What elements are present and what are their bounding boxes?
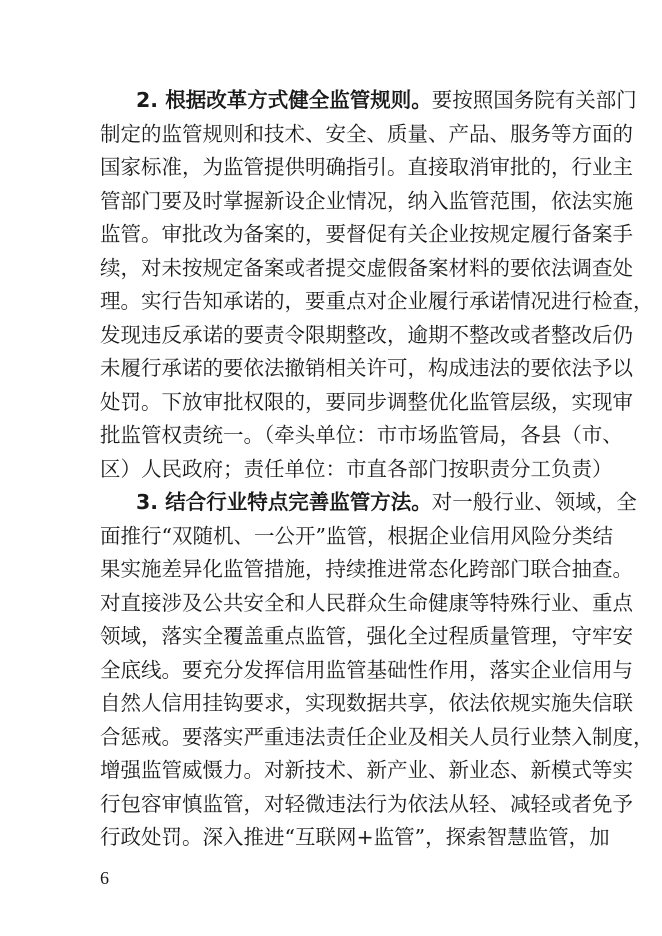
page-number: 6: [100, 868, 109, 888]
line-text: 行政处罚。深入推进“互联网+监管”，探索智慧监管，加: [100, 825, 610, 849]
line-text: 区）人民政府；责任单位：市直各部门按职责分工负责）: [100, 456, 613, 481]
line-text: 国家标准，为监管提供明确指引。直接取消审批的，行业主: [100, 155, 633, 179]
text-line: [100, 820, 610, 854]
text-line: [100, 586, 633, 620]
text-line: [100, 519, 613, 553]
text-line: [100, 251, 633, 285]
line-text: 制定的监管规则和技术、安全、质量、产品、服务等方面的: [100, 121, 633, 146]
text-line: [100, 720, 654, 754]
line-text: 管部门要及时掌握新设企业情况，纳入监管范围，依法实施: [100, 188, 633, 213]
line-text: 果实施差异化监管措施，持续推进常态化跨部门联合抽查。: [100, 557, 633, 581]
text-line: [100, 552, 633, 586]
line-text: 监管。审批改为备案的，要督促有关企业按规定履行备案手: [100, 222, 633, 246]
line-text: 理。实行告知承诺的，要重点对企业履行承诺情况进行检查，: [100, 289, 654, 313]
line-text: 对一般行业、领域，全: [431, 490, 637, 514]
text-line: [100, 418, 623, 452]
line-text: 增强监管威慑力。对新技术、新产业、新业态、新模式等实: [100, 758, 633, 782]
text-line: [100, 385, 633, 419]
text-line: [100, 787, 633, 821]
paragraph-first-line: [136, 83, 637, 117]
paragraph-first-line: [136, 485, 637, 519]
text-line: [100, 452, 613, 486]
line-text: 合惩戒。要落实严重违法责任企业及相关人员行业禁入制度，: [100, 724, 654, 749]
text-line: [100, 150, 633, 184]
line-text: 批监管权责统一。（牵头单位：市市场监管局，各县（市、: [100, 423, 623, 447]
line-text: 对直接涉及公共安全和人民群众生命健康等特殊行业、重点: [100, 590, 633, 615]
text-line: [100, 318, 633, 352]
line-text: 未履行承诺的要依法撤销相关许可，构成违法的要依法予以: [100, 356, 633, 380]
line-text: 领域，落实全覆盖重点监管，强化全过程质量管理，守牢安: [100, 624, 633, 648]
line-text: 面推行“双随机、一公开”监管，根据企业信用风险分类结: [100, 523, 613, 548]
text-line: [100, 217, 633, 251]
section-heading: 3. 结合行业特点完善监管方法。: [136, 490, 432, 514]
text-line: [100, 686, 633, 720]
text-line: [100, 619, 633, 653]
text-line: [100, 351, 633, 385]
text-line: [100, 284, 654, 318]
line-text: 处罚。下放审批权限的，要同步调整优化监管层级，实现审: [100, 389, 633, 414]
line-text: 自然人信用挂钩要求，实现数据共享，依法依规实施失信联: [100, 691, 633, 715]
text-line: [100, 753, 633, 787]
line-text: 行包容审慎监管，对轻微违法行为依法从轻、减轻或者免予: [100, 791, 633, 816]
line-text: 全底线。要充分发挥信用监管基础性作用，落实企业信用与: [100, 657, 633, 682]
text-line: [100, 184, 633, 218]
text-line: [100, 653, 633, 687]
text-line: [100, 117, 633, 151]
line-text: 续，对未按规定备案或者提交虚假备案材料的要依法调查处: [100, 255, 633, 280]
line-text: 要按照国务院有关部门: [431, 88, 637, 112]
section-heading: 2. 根据改革方式健全监管规则。: [136, 88, 432, 112]
line-text: 发现违反承诺的要责令限期整改，逾期不整改或者整改后仍: [100, 322, 633, 347]
